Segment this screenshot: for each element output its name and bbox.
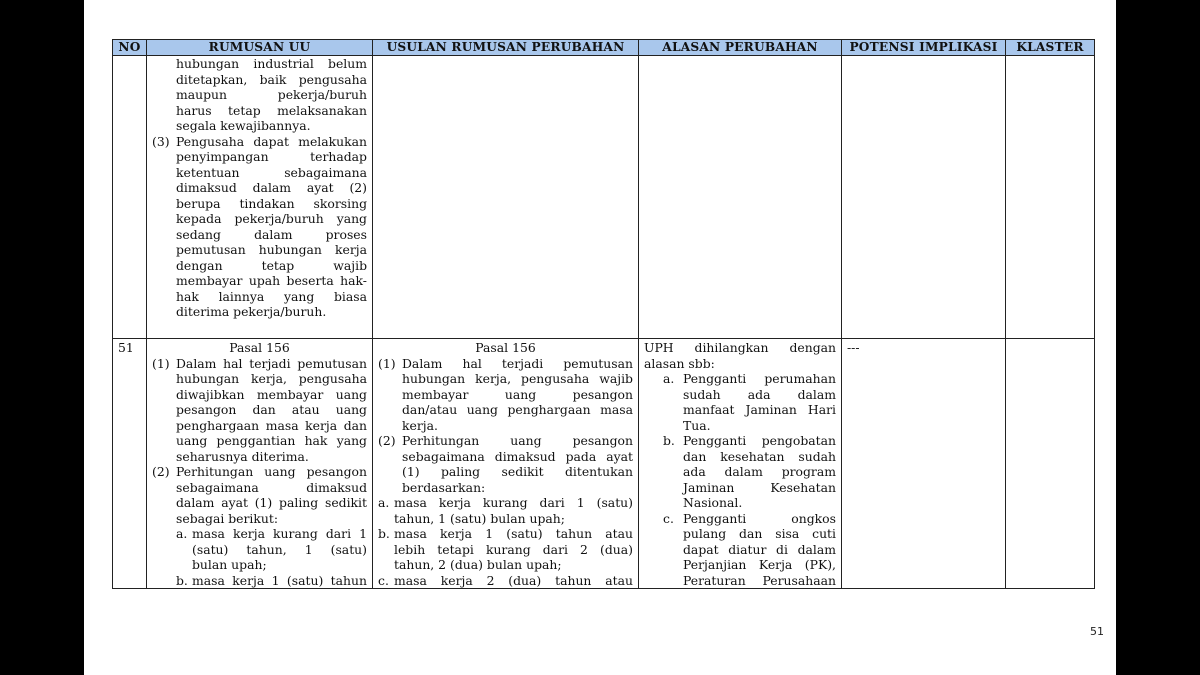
text-line: Perhitungan uang pesangon [402, 433, 633, 448]
list-item [378, 495, 633, 526]
text-line: dan kesehatan sudah [683, 448, 836, 464]
header-klaster: KLASTER [1006, 40, 1095, 56]
header-rumusan-uu: RUMUSAN UU [147, 40, 373, 56]
text-line: (1) paling sedikit ditentukan [402, 464, 633, 479]
text-line: Dalam hal terjadi pemutusan [176, 355, 367, 371]
text-line: tahun, 2 (dua) bulan upah; [394, 557, 562, 572]
text-line: masa kerja 2 (dua) tahun atau [394, 572, 633, 588]
text-line: Jaminan Kesehatan [683, 479, 836, 495]
text-line: ada dalam program [683, 464, 836, 479]
text-line: membayar uang pesangon [402, 386, 633, 402]
continued-text [152, 56, 367, 134]
text-line: maupun pekerja/buruh [176, 87, 367, 102]
text-line: masa kerja 1 (satu) tahun atau [394, 526, 633, 541]
text-line: hak lainnya yang biasa [176, 288, 367, 304]
text-line: Dalam hal terjadi pemutusan [402, 355, 633, 371]
header-usulan-rumusan-perubahan: USULAN RUMUSAN PERUBAHAN [373, 40, 639, 56]
list-letter: b. [663, 433, 675, 448]
text-line: Peraturan Perusahaan [683, 572, 836, 588]
list-letter: a. [378, 495, 390, 510]
text-line: pemutusan hubungan kerja [176, 242, 367, 257]
cell-no: 51 [113, 339, 147, 589]
text-line: harus tetap melaksanakan [176, 102, 367, 118]
cell-rumusan-uu [147, 339, 373, 589]
text-line: Pengganti perumahan [683, 371, 836, 386]
text-line: Pengusaha dapat melakukan [176, 133, 367, 149]
text-line: UPH dihilangkan dengan [644, 340, 836, 355]
cell-rumusan-uu [147, 56, 373, 339]
text-line: manfaat Jaminan Hari [683, 402, 836, 417]
text-line: ditetapkan, baik pengusaha [176, 71, 367, 87]
text-line: sudah ada dalam [683, 386, 836, 402]
ayat-item [378, 433, 633, 495]
text-line: berdasarkan: [402, 479, 486, 495]
text-line: dalam ayat (1) paling sedikit [176, 495, 367, 510]
cell-no [113, 56, 147, 339]
cell-potensi [842, 56, 1006, 339]
text-line: bulan upah; [192, 557, 267, 572]
list-letter: b. [378, 526, 390, 541]
list-item [378, 573, 633, 589]
list-item [378, 526, 633, 573]
list-item [663, 511, 836, 589]
text-line: kepada pekerja/buruh yang [176, 211, 367, 226]
ayat-item [378, 356, 633, 434]
cell-klaster [1006, 56, 1095, 339]
text-line: masa kerja kurang dari 1 (satu) [394, 495, 633, 510]
text-line: sebagaimana dimaksud [176, 479, 367, 495]
header-no: NO [113, 40, 147, 56]
ayat-number: (2) [152, 464, 170, 479]
text-line: hubungan industrial belum [176, 56, 367, 71]
text-line: (satu) tahun, 1 (satu) [192, 541, 367, 557]
text-line: Nasional. [683, 495, 743, 510]
text-line: diterima pekerja/buruh. [176, 304, 327, 319]
text-line: dimaksud dalam ayat (2) [176, 180, 367, 195]
text-line: masa kerja kurang dari 1 [192, 526, 367, 541]
list-letter: a. [663, 371, 675, 386]
text-line: pesangon dan atau uang [176, 402, 367, 417]
text-line: uang penggantian hak yang [176, 433, 367, 448]
page-number: 51 [1090, 625, 1104, 638]
comparison-table [112, 39, 1095, 589]
text-line: sedang dalam proses [176, 226, 367, 242]
text-line: alasan sbb: [644, 355, 715, 371]
list-item [663, 433, 836, 511]
text-line: diwajibkan membayar uang [176, 386, 367, 402]
text-line: Pengganti pengobatan [683, 433, 836, 448]
ayat-item [152, 464, 367, 588]
cell-alasan [639, 339, 842, 589]
text-line: dengan tetap wajib [176, 257, 367, 273]
table-row [113, 339, 1095, 589]
text-line: hubungan kerja, pengusaha wajib [402, 371, 633, 386]
header-alasan-perubahan: ALASAN PERUBAHAN [639, 40, 842, 56]
ayat-number: (3) [152, 133, 170, 149]
text-line: sebagaimana dimaksud pada ayat [402, 448, 633, 464]
text-line: Perjanjian Kerja (PK), [683, 557, 836, 572]
text-line: kerja. [402, 417, 438, 433]
text-line: penghargaan masa kerja dan [176, 417, 367, 433]
pasal-title: Pasal 156 [229, 340, 290, 355]
pasal-title: Pasal 156 [475, 340, 536, 355]
cell-klaster [1006, 339, 1095, 589]
text-line: Pengganti ongkos [683, 510, 836, 526]
text-line: berupa tindakan skorsing [176, 195, 367, 211]
list-item [176, 526, 367, 573]
text-line: hubungan kerja, pengusaha [176, 371, 367, 386]
ayat-number: (1) [152, 355, 170, 371]
text-line: masa kerja 1 (satu) tahun [192, 572, 367, 588]
list-letter: b. [176, 572, 188, 588]
list-letter: c. [378, 572, 389, 588]
ayat-item [152, 134, 367, 320]
document-page [84, 0, 1116, 675]
text-line: dapat diatur di dalam [683, 541, 836, 557]
cell-potensi: --- [842, 339, 1006, 589]
text-line: tahun, 1 (satu) bulan upah; [394, 510, 565, 526]
text-line: membayar upah beserta hak- [176, 273, 367, 288]
text-line: Tua. [683, 417, 711, 433]
list-item [663, 371, 836, 433]
ayat-number: (1) [378, 355, 396, 371]
table-row [113, 56, 1095, 339]
text-line: Perhitungan uang pesangon [176, 464, 367, 479]
ayat-number: (2) [378, 433, 396, 448]
list-letter: a. [176, 526, 188, 541]
text-line: penyimpangan terhadap [176, 149, 367, 164]
header-row [113, 40, 1095, 56]
list-letter: c. [663, 510, 674, 526]
list-item [176, 573, 367, 589]
ayat-item [152, 356, 367, 465]
text-line: ketentuan sebagaimana [176, 164, 367, 180]
text-line: seharusnya diterima. [176, 448, 309, 464]
text-line: lebih tetapi kurang dari 2 (dua) [394, 541, 633, 557]
text-line: dan/atau uang penghargaan masa [402, 402, 633, 417]
header-potensi-implikasi: POTENSI IMPLIKASI [842, 40, 1006, 56]
cell-usulan [373, 339, 639, 589]
cell-alasan [639, 56, 842, 339]
text-line: pulang dan sisa cuti [683, 526, 836, 541]
cell-usulan [373, 56, 639, 339]
text-line: sebagai berikut: [176, 510, 279, 526]
text-line: segala kewajibannya. [176, 118, 311, 133]
